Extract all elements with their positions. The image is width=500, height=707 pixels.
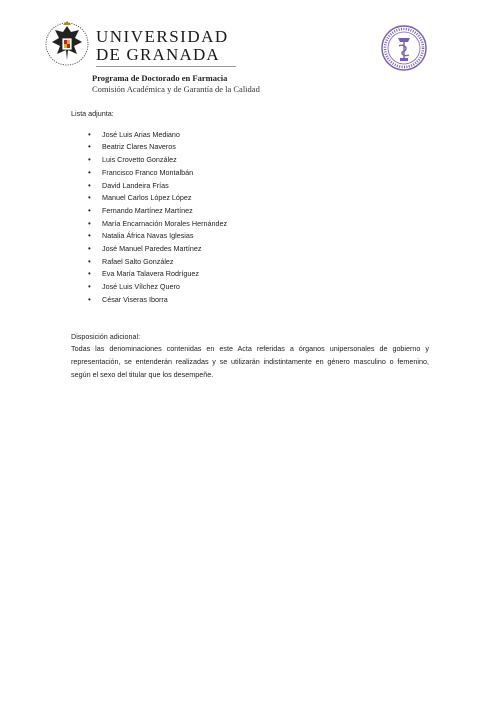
university-name [96,28,229,64]
attendance-list [71,129,429,307]
disposition-title: Disposición adicional: [71,331,141,341]
list-item: • José Luis Vílchez Quero [71,281,429,294]
list-item: • Manuel Carlos López López [71,192,429,205]
program-subtitle: Comisión Académica y de Garantía de la Calidad [92,84,260,94]
disposition-body: Todas las denominaciones contenidas en este Acta referidas a órganos unipersonales de gobierno y representación, se entenderán realizadas y se utilizarán indistintamente en género masculino o femenino, según el sexo del titular que los desempeñe. [71,344,429,379]
list-item: • Rafael Salto González [71,256,429,269]
document-header [40,18,480,98]
program-title: Programa de Doctorado en Farmacia [92,73,228,83]
list-item: • José Luis Arias Mediano [71,129,429,142]
university-crest-icon [44,18,90,70]
university-name-line2: DE GRANADA [96,45,220,64]
list-item: • David Landeira Frías [71,180,429,193]
attendance-list-label: Lista adjunta: [71,109,114,118]
list-item: • Francisco Franco Montalbán [71,167,429,180]
list-item: • Beatriz Clares Naveros [71,141,429,154]
list-item: • José Manuel Paredes Martínez [71,243,429,256]
list-item: • Eva María Talavera Rodríguez [71,268,429,281]
list-item: • Luis Crovetto González [71,154,429,167]
header-divider [96,66,236,67]
university-name-line1: UNIVERSIDAD [96,27,229,46]
list-item: • Fernando Martínez Martínez [71,205,429,218]
list-item: • María Encarnación Morales Hernández [71,218,429,231]
document-body [71,108,429,381]
faculty-seal-icon [380,24,428,72]
list-item: • César Viseras Iborra [71,294,429,307]
list-item: • Natalia África Navas Iglesias [71,230,429,243]
